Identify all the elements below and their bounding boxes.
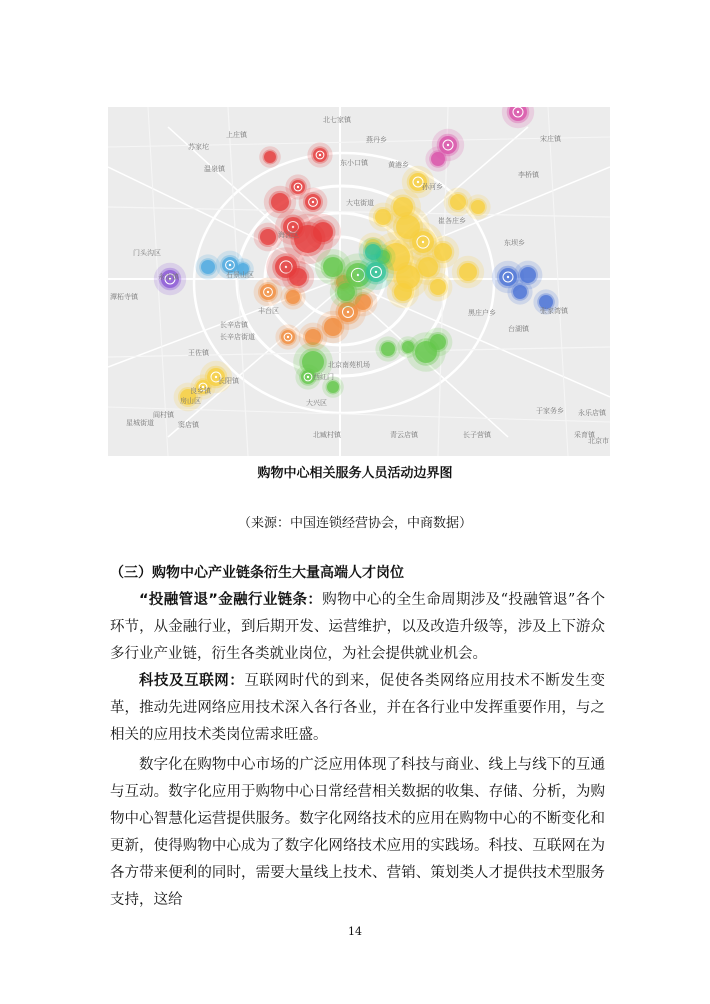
cluster-center-dot bbox=[447, 144, 449, 146]
activity-cluster-blob bbox=[375, 209, 391, 225]
paragraph-body: 购物中心的全生命周期涉及“投融管退”各个环节，从金融行业，到后期开发、运营维护，以及改造升级等，涉及上下游众多行业产业链，衍生各类就业岗位，为社会提供就业机会。 bbox=[110, 592, 605, 662]
map-label: 永定镇 bbox=[158, 273, 179, 281]
cluster-center-dot bbox=[319, 154, 321, 156]
map-label: 房山区 bbox=[180, 397, 201, 405]
activity-boundary-map bbox=[108, 107, 610, 456]
map-label: 燕丹乡 bbox=[366, 136, 387, 144]
map-label: 东小口镇 bbox=[340, 159, 368, 167]
map-label: 星城街道 bbox=[126, 419, 154, 427]
activity-cluster-blob bbox=[264, 151, 276, 163]
cluster-center-dot bbox=[375, 271, 377, 273]
map-label: 采育镇 bbox=[574, 431, 595, 439]
page-number: 14 bbox=[348, 925, 362, 938]
cluster-center-dot bbox=[229, 264, 231, 266]
cluster-center-dot bbox=[417, 181, 419, 183]
cluster-center-dot bbox=[215, 376, 217, 378]
map-label: 张家湾镇 bbox=[540, 307, 568, 315]
map-label: 良乡镇 bbox=[190, 387, 211, 395]
map-label: 北京南苑机场 bbox=[328, 361, 370, 369]
map-label: 丰台区 bbox=[258, 307, 279, 315]
activity-cluster-blob bbox=[431, 152, 445, 166]
map-label: 黄港乡 bbox=[388, 161, 409, 169]
map-label: 孙河乡 bbox=[422, 183, 443, 191]
map-label: 北京市 bbox=[588, 437, 609, 445]
paragraph-lead: “投融管退”金融行业链条： bbox=[139, 592, 323, 608]
map-label: 台湖镇 bbox=[508, 325, 529, 333]
map-label: 石景山区 bbox=[226, 271, 254, 279]
map-label: 青云店镇 bbox=[390, 431, 418, 439]
map-label: 海淀区 bbox=[278, 231, 299, 239]
paragraph-tech bbox=[110, 668, 605, 749]
map-label: 于家务乡 bbox=[536, 407, 564, 415]
map-label: 长阳镇 bbox=[218, 377, 239, 385]
map-label: 王佐镇 bbox=[188, 349, 209, 357]
paragraph-digital bbox=[110, 752, 605, 914]
map-label: 黑庄户乡 bbox=[468, 309, 496, 317]
map-label: 永乐店镇 bbox=[578, 409, 606, 417]
activity-cluster-blob bbox=[430, 334, 446, 350]
map-label: 崔各庄乡 bbox=[438, 217, 466, 225]
map-label: 长辛店街道 bbox=[220, 333, 255, 341]
cluster-center-dot bbox=[297, 186, 299, 188]
cluster-center-dot bbox=[267, 291, 269, 293]
activity-cluster-blob bbox=[381, 342, 395, 356]
activity-cluster-blob bbox=[450, 194, 466, 210]
map-label: 门头沟区 bbox=[133, 249, 161, 257]
activity-cluster-blob bbox=[513, 285, 527, 299]
activity-cluster-blob bbox=[201, 260, 215, 274]
figure-source: （来源：中国连锁经营协会，中商数据） bbox=[237, 516, 472, 531]
paragraph-body: 数字化在购物中心市场的广泛应用体现了科技与商业、线上与线下的互通与互动。数字化应用于购物中心日常经营相关数据的收集、存储、分析，为购物中心智慧化运营提供服务。数字化网络技术的应用在购物中心的不断变化和更新，使得购物中心成为了数字化网络技术应用的实践场。科技、互联网在为各方带来便利的同时，需要大量线上技术、营销、策划类人才提供技术型服务支持，这给 bbox=[110, 757, 605, 908]
activity-cluster-blob bbox=[313, 222, 333, 242]
activity-cluster-blob bbox=[286, 290, 300, 304]
map-label: 苏家坨 bbox=[188, 143, 209, 151]
paragraph-finance bbox=[110, 587, 605, 668]
map-label: 温泉镇 bbox=[204, 165, 225, 173]
activity-cluster-blob bbox=[327, 381, 339, 393]
activity-cluster-blob bbox=[271, 193, 289, 211]
cluster-center-dot bbox=[507, 276, 509, 278]
activity-cluster-blob bbox=[260, 229, 276, 245]
map-label: 大屯街道 bbox=[346, 199, 374, 207]
map-label: 阎村镇 bbox=[153, 411, 174, 419]
activity-cluster-blob bbox=[289, 268, 307, 286]
cluster-center-dot bbox=[312, 201, 314, 203]
figure-caption: 购物中心相关服务人员活动边界图 bbox=[257, 466, 453, 481]
map-label: 潭柘寺镇 bbox=[110, 293, 138, 301]
activity-cluster-blob bbox=[337, 283, 355, 301]
map-label: 西红门 bbox=[313, 373, 334, 381]
cluster-center-dot bbox=[287, 336, 289, 338]
activity-cluster-blob bbox=[434, 243, 452, 261]
activity-cluster-blob bbox=[459, 263, 477, 281]
map-label: 长子营镇 bbox=[463, 431, 491, 439]
map-label: 长辛店镇 bbox=[220, 321, 248, 329]
cluster-center-dot bbox=[307, 376, 309, 378]
map-label: 北臧村镇 bbox=[313, 431, 341, 439]
activity-cluster-blob bbox=[402, 341, 414, 353]
activity-cluster-blob bbox=[394, 283, 412, 301]
cluster-center-dot bbox=[517, 111, 519, 113]
map-label: 上庄镇 bbox=[226, 131, 247, 139]
activity-cluster-blob bbox=[471, 200, 485, 214]
map-label: 李桥镇 bbox=[518, 171, 539, 179]
map-label: 窦店镇 bbox=[178, 421, 199, 429]
activity-cluster-blob bbox=[430, 279, 446, 295]
map-label: 北七家镇 bbox=[323, 116, 351, 124]
cluster-center-dot bbox=[422, 241, 424, 243]
map-label: 东坝乡 bbox=[504, 239, 525, 247]
map-label: 宋庄镇 bbox=[540, 135, 561, 143]
map-label: 大兴区 bbox=[306, 399, 327, 407]
section-heading: （三）购物中心产业链条衍生大量高端人才岗位 bbox=[110, 565, 404, 581]
cluster-center-dot bbox=[347, 311, 349, 313]
paragraph-body: 互联网时代的到来，促使各类网络应用技术不断发生变革，推动先进网络应用技术深入各行各业，并在各行业中发挥重要作用，与之相关的应用技术类岗位需求旺盛。 bbox=[110, 673, 606, 743]
map-graphic bbox=[108, 107, 610, 456]
paragraph-lead: 科技及互联网： bbox=[139, 673, 245, 689]
